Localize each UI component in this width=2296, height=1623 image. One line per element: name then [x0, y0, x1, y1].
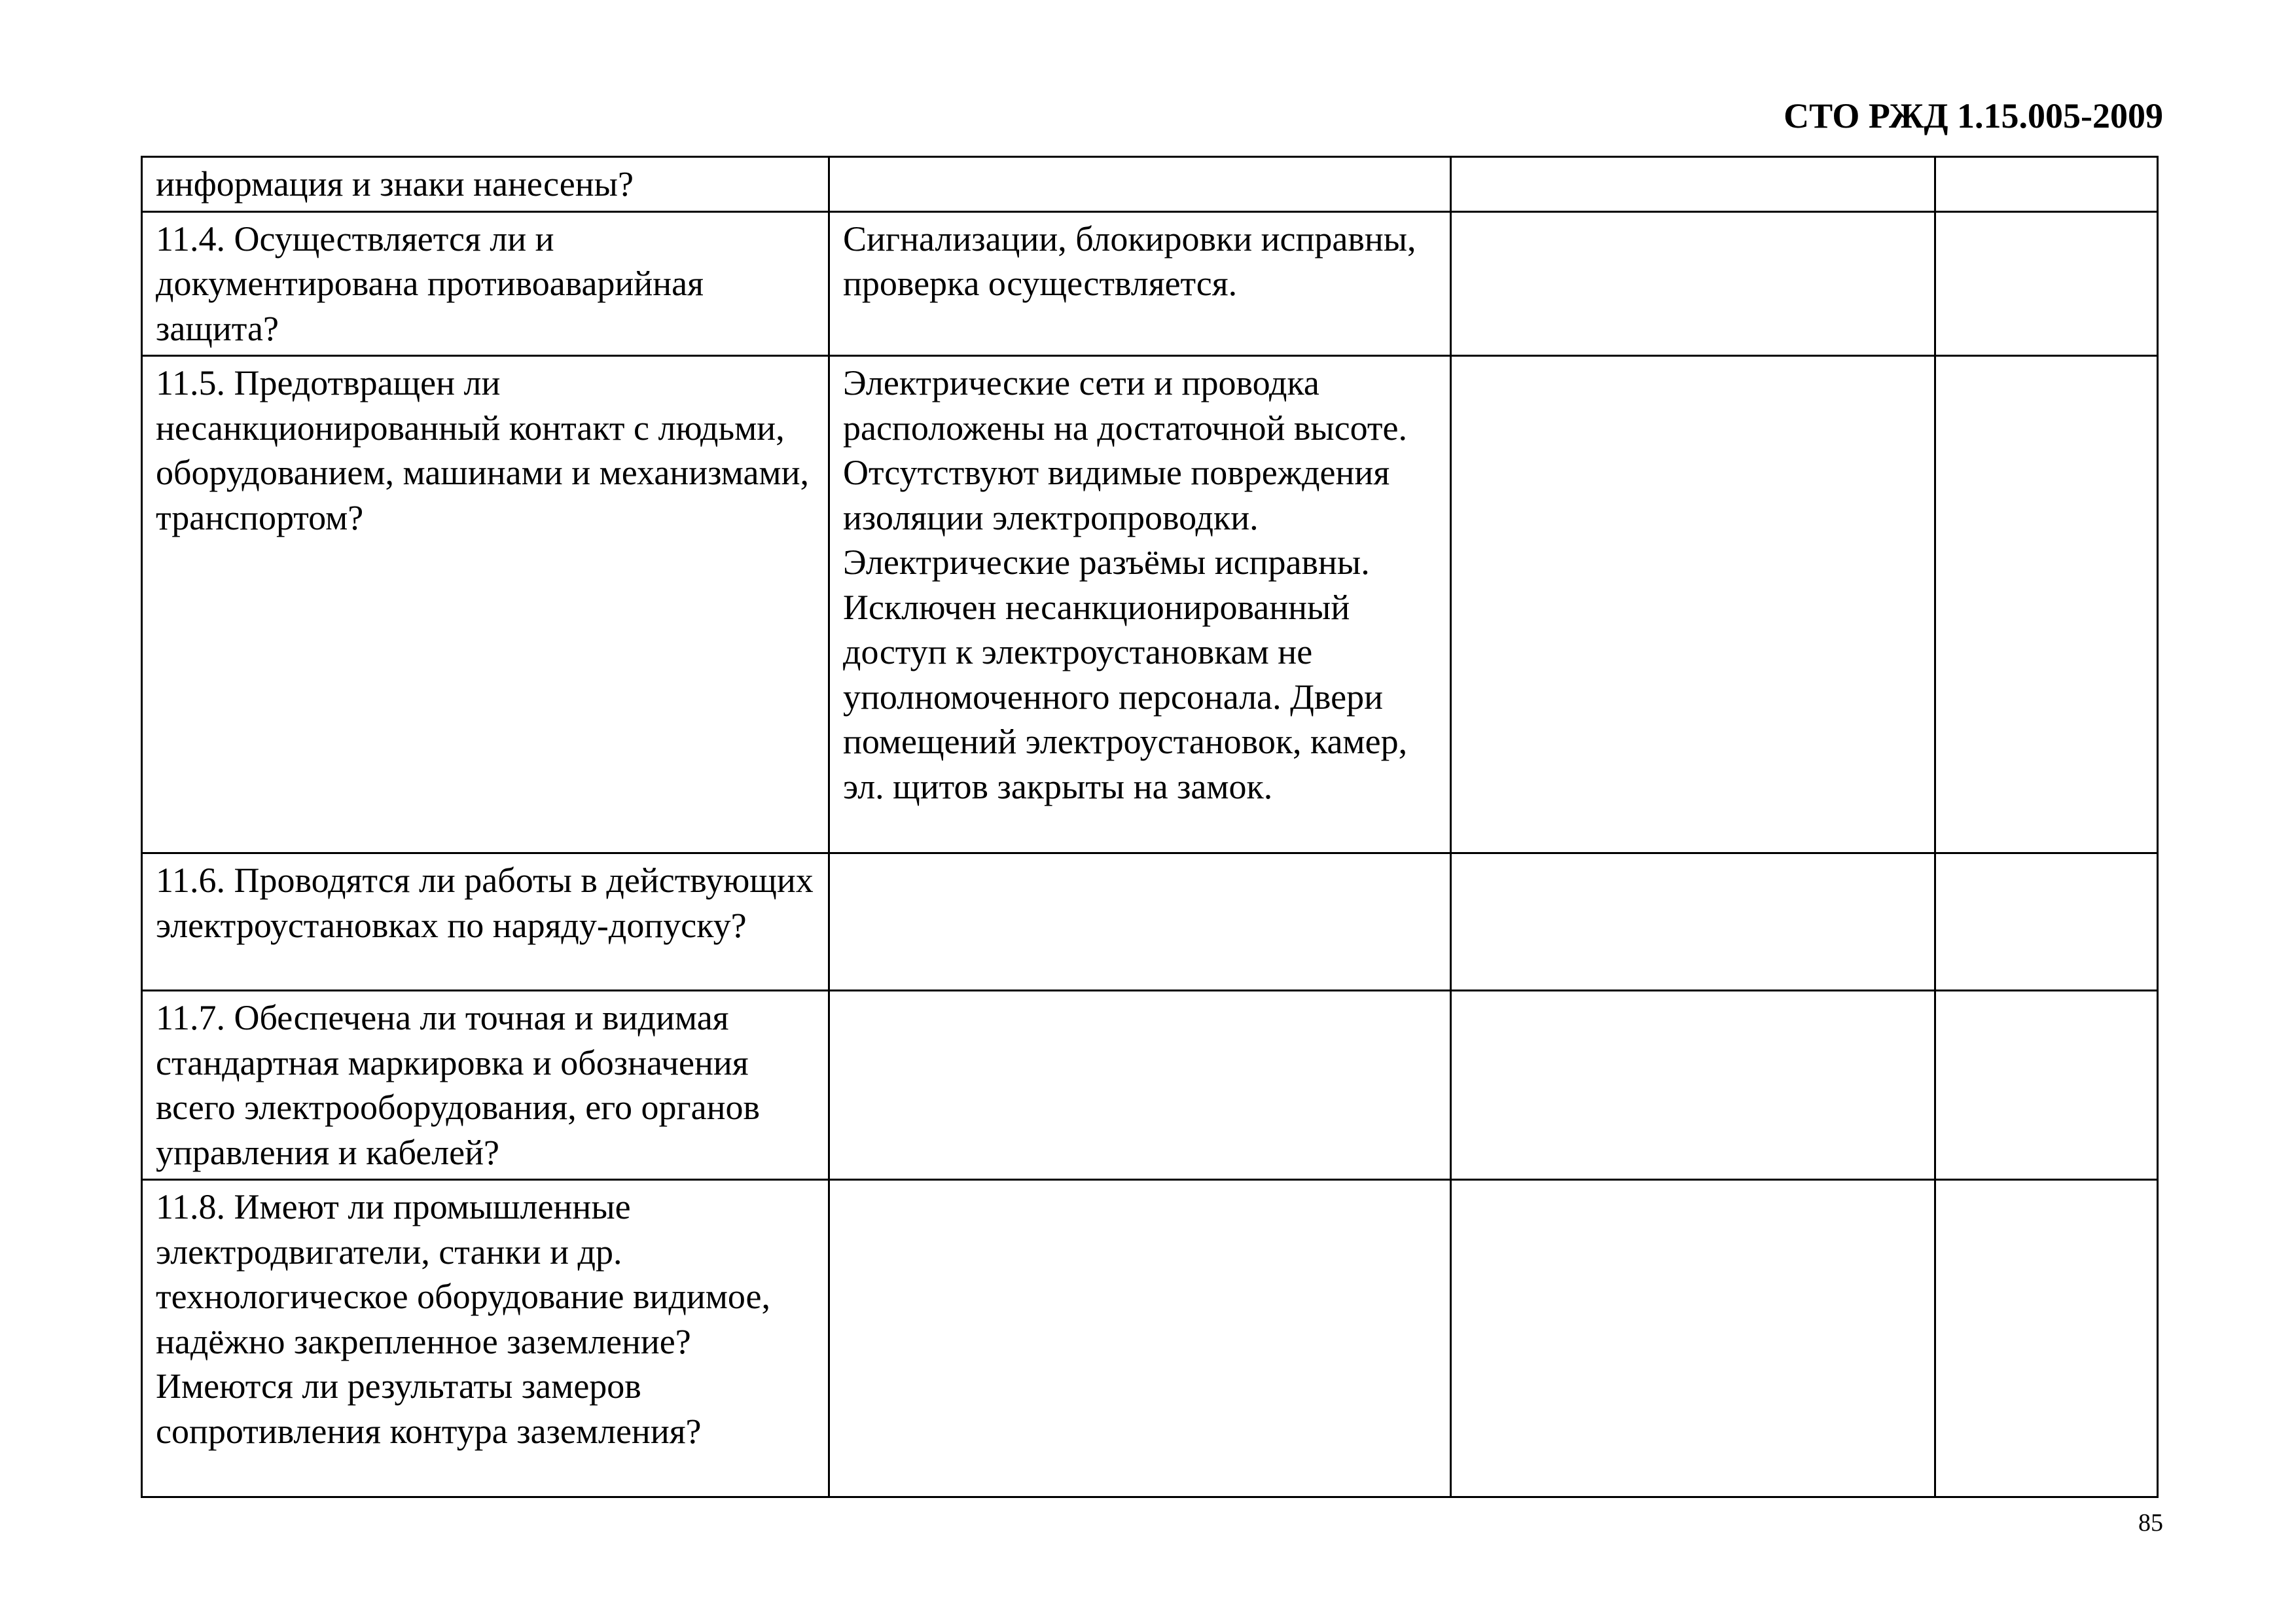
table-row — [142, 157, 2158, 212]
table-row — [142, 991, 2158, 1180]
answer-cell — [829, 991, 1451, 1180]
empty-cell — [1935, 211, 2158, 356]
empty-cell — [1451, 211, 1935, 356]
page-number: 85 — [2138, 1509, 2163, 1537]
question-cell: 11.7. Обеспечена ли точная и видимая стандартная маркировка и обозначения всего электрооборудования, его органов управления и кабелей? — [142, 991, 829, 1180]
document-code: СТО РЖД 1.15.005-2009 — [1784, 96, 2163, 135]
answer-cell — [829, 1180, 1451, 1497]
empty-cell — [1451, 356, 1935, 853]
empty-cell — [1451, 1180, 1935, 1497]
empty-cell — [1935, 356, 2158, 853]
question-cell: 11.5. Предотвращен ли несанкционированный контакт с людьми, оборудованием, машинами и механизмами, транспортом? — [142, 356, 829, 853]
answer-cell: Электрические сети и проводка расположены на достаточной высоте. Отсутствуют видимые повреждения изоляции электропроводки. Электрические разъёмы исправны. Исключен несанкционированный доступ к электроустановкам не уполномоченного персонала. Двери помещений электроустановок, камер, эл. щитов закрыты на замок. — [829, 356, 1451, 853]
table-row — [142, 356, 2158, 853]
question-cell: 11.6. Проводятся ли работы в действующих электроустановках по наряду-допуску? — [142, 853, 829, 991]
empty-cell — [1935, 157, 2158, 212]
empty-cell — [1451, 157, 1935, 212]
answer-cell — [829, 157, 1451, 212]
empty-cell — [1935, 1180, 2158, 1497]
question-cell: 11.8. Имеют ли промышленные электродвигатели, станки и др. технологическое оборудование видимое, надёжно закрепленное заземление? Имеются ли результаты замеров сопротивления контура заземления? — [142, 1180, 829, 1497]
table-row — [142, 1180, 2158, 1497]
question-cell: информация и знаки нанесены? — [142, 157, 829, 212]
checklist-table — [141, 156, 2159, 1498]
empty-cell — [1935, 853, 2158, 991]
table-row — [142, 211, 2158, 356]
empty-cell — [1451, 853, 1935, 991]
question-cell: 11.4. Осуществляется ли и документирована противоаварийная защита? — [142, 211, 829, 356]
answer-cell — [829, 853, 1451, 991]
answer-cell: Сигнализации, блокировки исправны, проверка осуществляется. — [829, 211, 1451, 356]
empty-cell — [1935, 991, 2158, 1180]
empty-cell — [1451, 991, 1935, 1180]
table-row — [142, 853, 2158, 991]
